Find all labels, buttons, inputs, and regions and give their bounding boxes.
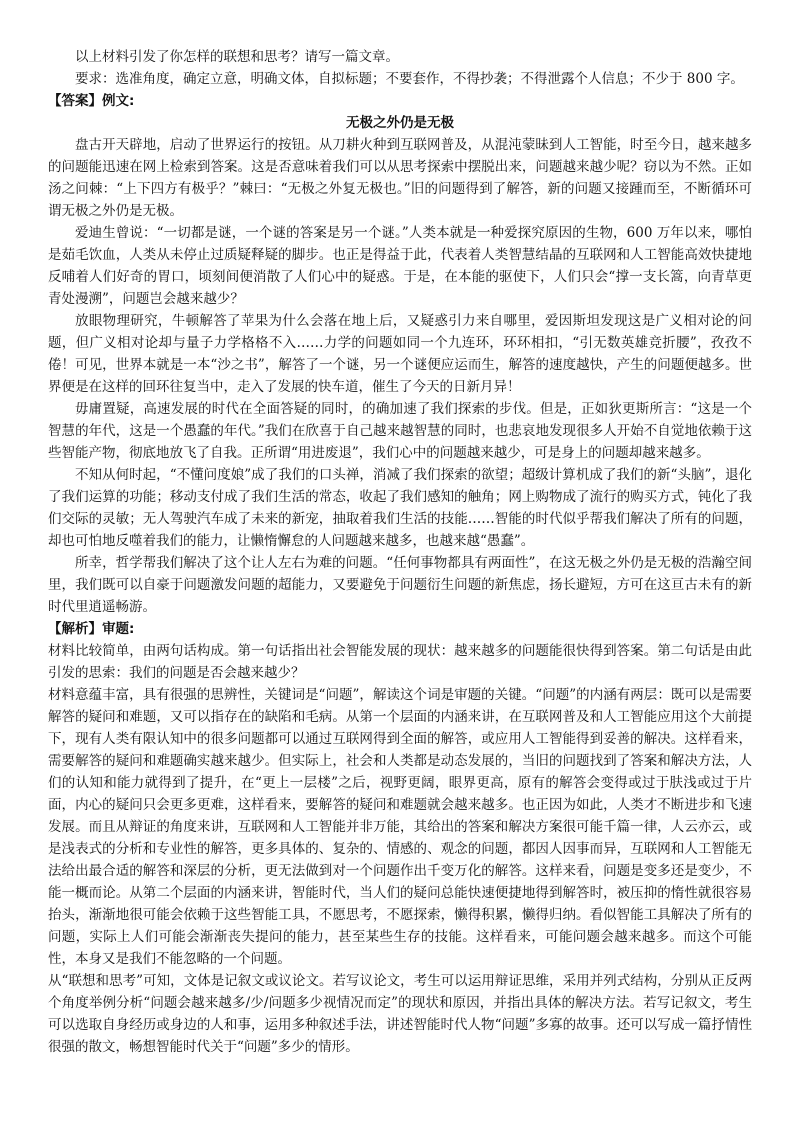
analysis-heading: 【解析】审题: — [48, 621, 135, 637]
answer-heading: 【答案】例文: — [48, 93, 135, 109]
analysis-paragraph: 从“联想和思考”可知，文体是记叙文或议论文。若写议论文，考生可以运用辩证思维，采用并列式结构，分别从正反两个角度举例分析“问题会越来越多/少/问题多少视情况而定”的现状和原因，并指出具体的解决方法。若写记叙文，考生可以选取自身经历或身边的人和事，运用多种叙述手法，讲述智能时代人物“问题”多寡的故事。还可以写成一篇抒情性很强的散文，畅想智能时代关于“问题”多少的情形。 — [48, 973, 752, 1055]
prompt-line-1: 以上材料引发了你怎样的联想和思考？请写一篇文章。 — [75, 49, 399, 65]
essay-paragraph: 所幸，哲学帮我们解决了这个让人左右为难的问题。“任何事物都具有两面性”，在这无极之外仍是无极的浩瀚空间里，我们既可以自豪于问题激发问题的超能力，又要避免于问题衍生问题的新焦虑，扬长避短，方可在这亘古未有的新时代里逍遥畅游。 — [48, 555, 752, 615]
essay-title: 无极之外仍是无极 — [346, 115, 454, 131]
analysis-paragraph: 材料比较简单，由两句话构成。第一句话指出社会智能发展的现状：越来越多的问题能很快得到答案。第二句话是由此引发的思索：我们的问题是否会越来越少？ — [48, 643, 752, 681]
analysis-paragraph: 材料意蕴丰富，具有很强的思辨性，关键词是“问题”，解读这个词是审题的关键。“问题”的内涵有两层：既可以是需要解答的疑问和难题，又可以指存在的缺陷和毛病。从第一个层面的内涵来讲，在互联网普及和人工智能应用这个大前提下，现有人类有限认知中的很多问题都可以通过互联网得到全面的解答，或应用人工智能得到妥善的解决。这样看来，需要解答的疑问和难题确实越来越少。但实际上，社会和人类都是动态发展的，当旧的问题找到了答案和解决方法，人们的认知和能力就得到了提升，在“更上一层楼”之后，视野更阔，眼界更高，原有的解答会变得或过于肤浅或过于片面，内心的疑问只会更多更难，这样看来，要解答的疑问和难题就会越来越多。也正因为如此，人类才不断进步和飞速发展。而且从辩证的角度来讲，互联网和人工智能并非万能，其给出的答案和解决方案很可能千篇一律，人云亦云，或是浅表式的分析和专业性的解答，更多具体的、复杂的、情感的、观念的问题，都因人因事而异，互联网和人工智能无法给出最合适的解答和深层的分析，更无法做到对一个问题作出千变万化的解答。这样来看，问题是变多还是变少，不能一概而论。从第二个层面的内涵来讲，智能时代，当人们的疑问总能快速便捷地得到解答时，被压抑的惰性就很容易抬头，渐渐地很可能会依赖于这些智能工具，不愿思考，不愿探索，懒得积累，懒得归纳。看似智能工具解决了所有的问题，实际上人们可能会渐渐丧失提问的能力，甚至某些生存的技能。这样看来，可能问题会越来越多。而这个可能性，本身又是我们不能忽略的一个问题。 — [48, 687, 752, 967]
essay-paragraph: 放眼物理研究，牛顿解答了苹果为什么会落在地上后，又疑惑引力来自哪里，爱因斯坦发现这是广义相对论的问题，但广义相对论却与量子力学格格不入……力学的问题如同一个九连环，环环相扣，“引无数英雄竞折腰”，孜孜不倦！可见，世界本就是一本“沙之书”，解答了一个谜，另一个谜便应运而生，解答的速度越快，产生的问题便越多。世界便是在这样的回环往复当中，走入了发展的快车道，催生了今天的日新月异！ — [48, 313, 752, 395]
essay-paragraph: 爱迪生曾说：“一切都是谜，一个谜的答案是另一个谜。”人类本就是一种爱探究原因的生物，600 万年以来，哪怕是茹毛饮血，人类从未停止过质疑释疑的脚步。也正是得益于此，代表着人类智慧结晶的互联网和人工智能高效快捷地反哺着人们好奇的胃口，顷刻间便消散了人们心中的疑惑。于是，在本能的驱使下，人们只会“撑一支长篙，向青草更青处漫溯”，问题岂会越来越少？ — [48, 225, 752, 307]
prompt-requirements: 要求：选准角度，确定立意，明确文体，自拟标题；不要套作，不得抄袭；不得泄露个人信息；不少于 800 字。 — [75, 71, 744, 87]
essay-paragraph: 毋庸置疑，高速发展的时代在全面答疑的同时，的确加速了我们探索的步伐。但是，正如狄更斯所言：“这是一个智慧的年代，这是一个愚蠢的年代。”我们在欣喜于自己越来越智慧的同时，也悲哀地发现很多人开始不自觉地依赖于这些智能产物，彻底地放飞了自我。正所谓“用进废退”，我们心中的问题越来越少，可是身上的问题却越来越多。 — [48, 401, 752, 461]
essay-paragraph: 盘古开天辟地，启动了世界运行的按钮。从刀耕火种到互联网普及，从混沌蒙昧到人工智能，时至今日，越来越多的问题能迅速在网上检索到答案。这是否意味着我们可以从思考探索中摆脱出来，问题越来越少呢？窃以为不然。正如汤之问棘：“上下四方有极乎？”棘曰：“无极之外复无极也。”旧的问题得到了解答，新的问题又接踵而至，不断循环可谓无极之外仍是无极。 — [48, 137, 752, 219]
essay-paragraph: 不知从何时起，“不懂问度娘”成了我们的口头禅，消减了我们探索的欲望；超级计算机成了我们的新“头脑”，退化了我们运算的功能；移动支付成了我们生活的常态，收起了我们感知的触角；网上购物成了流行的购买方式，钝化了我们交际的灵敏；无人驾驶汽车成了未来的新宠，抽取着我们生活的技能……智能的时代似乎帮我们解决了所有的问题，却也可怕地反噬着我们的能力，让懒惰懈怠的人问题越来越多，也越来越“愚蠢”。 — [48, 467, 752, 549]
